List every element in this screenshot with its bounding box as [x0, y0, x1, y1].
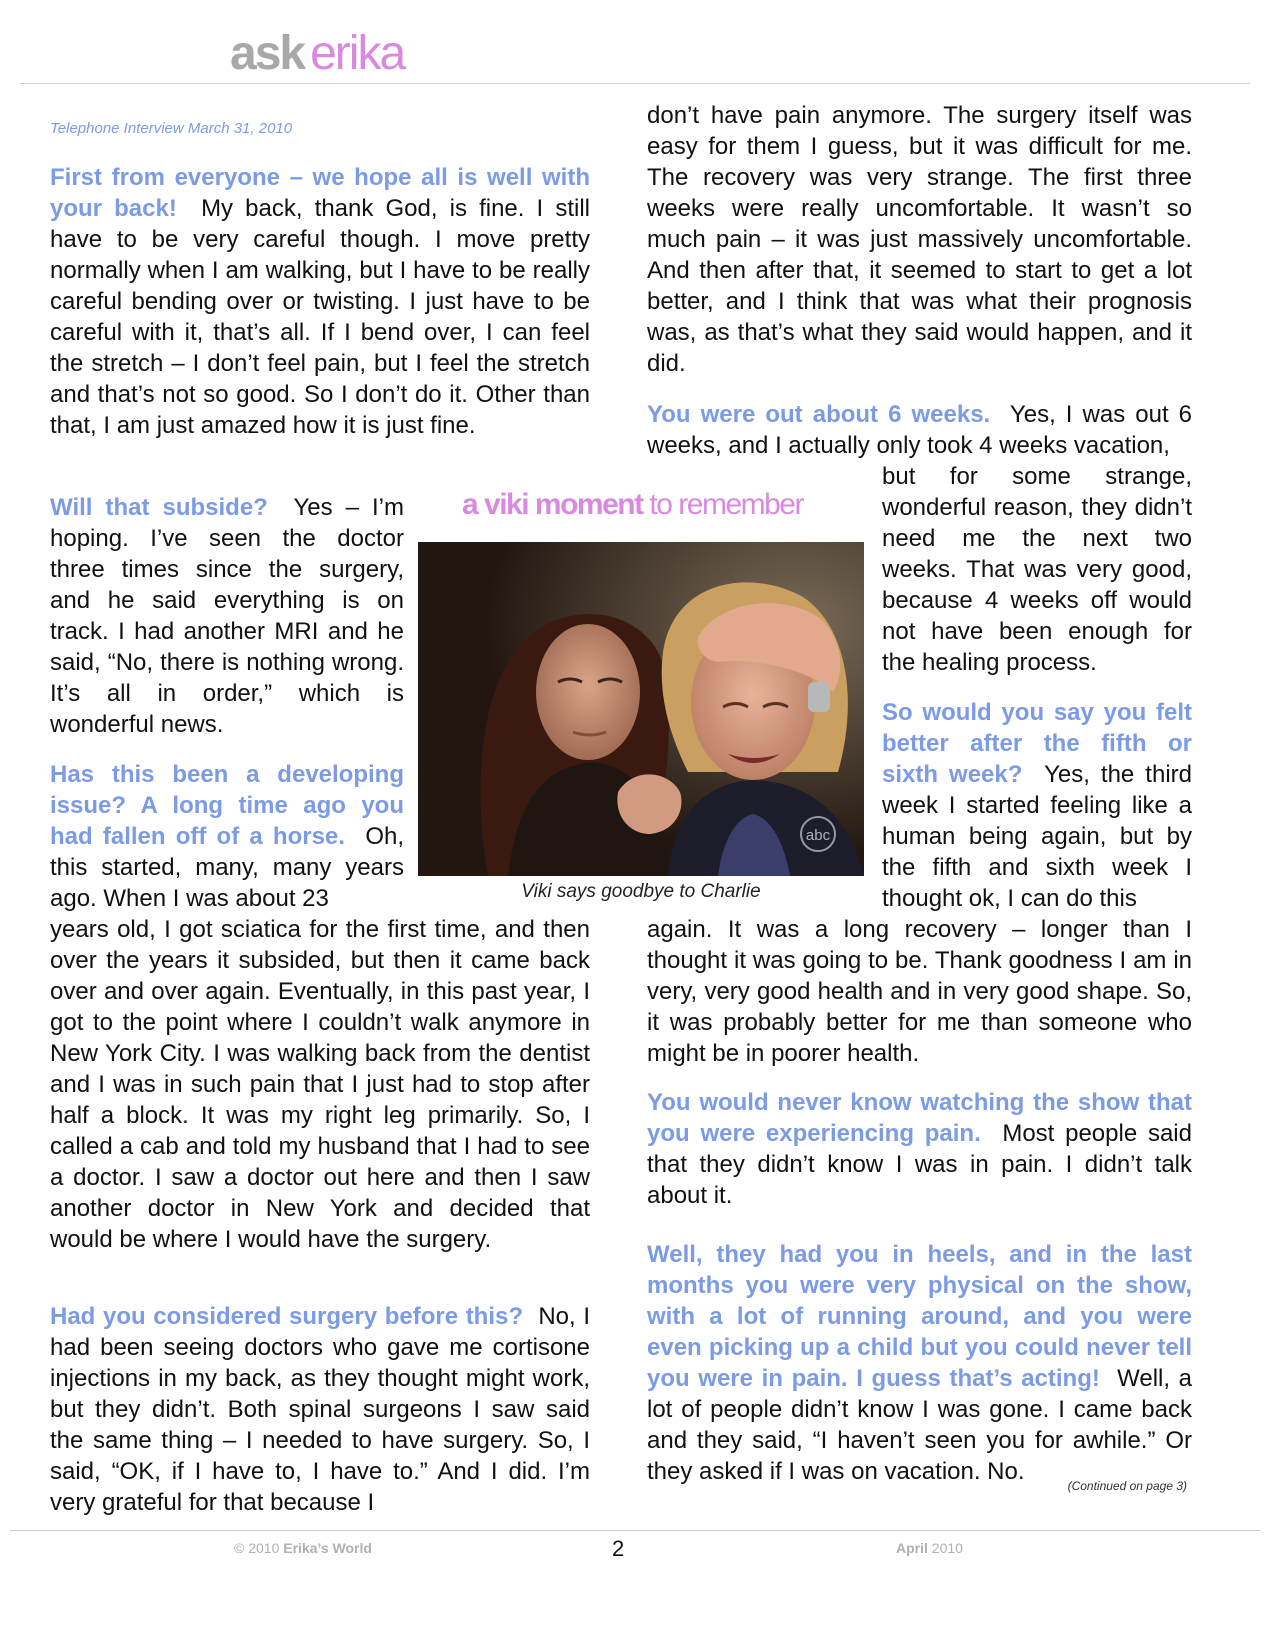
masthead — [230, 27, 405, 80]
question: Will that subside? — [50, 494, 268, 521]
answer: Well, a lot of people didn’t know I was gone. I came back and they said, “I haven’t seen you for awhile.” Or they asked if I was on vacation. No. — [647, 1365, 1192, 1485]
photo-caption: Viki says goodbye to Charlie — [521, 881, 761, 902]
answer: Yes, the third week I started feeling like a human being again, but by the fifth and sixth week I thought ok, I can do this — [882, 761, 1192, 912]
left-paragraph-1 — [50, 162, 590, 441]
question: Had you considered surgery before this? — [50, 1303, 524, 1330]
left-paragraph-3a — [50, 759, 404, 914]
question: Has this been a developing issue? A long time ago you had fallen off of a horse. — [50, 761, 404, 850]
left-paragraph-4 — [50, 1301, 590, 1518]
answer: don’t have pain anymore. The surgery itself was easy for them I guess, but it was difficult for me. The recovery was very strange. The first three weeks were really uncomfortable. It wasn’t so much pain – it was just massively uncomfortable. And then after that, it seemed to start to get a lot better, and I think that was what their prognosis was, as that’s what they said would happen, and it did. — [647, 102, 1192, 377]
left-paragraph-3b — [50, 914, 590, 1255]
right-paragraph-5 — [647, 1239, 1192, 1487]
left-paragraph-2 — [50, 492, 404, 740]
question: Well, they had you in heels, and in the last months you were very physical on the show, with a lot of running around, and you were even picking up a child but you could never tell you were in pain. I guess that’s acting! — [647, 1241, 1192, 1392]
right-paragraph-2a — [647, 399, 1192, 461]
issue-year: 2010 — [931, 1540, 963, 1556]
footer-copyright — [234, 1540, 372, 1556]
abc-watermark: abc — [805, 827, 831, 844]
question: You were out about 6 weeks. — [647, 401, 991, 428]
question: You would never know watching the show that you were experiencing pain. — [647, 1089, 1192, 1147]
answer: Yes, I was out 6 weeks, and I actually only took 4 weeks vacation, — [647, 401, 1193, 459]
question: So would you say you felt better after the fifth or sixth week? — [882, 699, 1192, 788]
interview-date: Telephone Interview March 31, 2010 — [50, 120, 293, 137]
feature-title — [462, 490, 803, 520]
answer: Most people said that they didn’t know I was in pain. I didn’t talk about it. — [647, 1120, 1192, 1209]
answer: Yes – I’m hoping. I’ve seen the doctor three times since the surgery, and he said everything is on track. I had another MRI and he said, “No, there is nothing wrong. It’s all in order,” which is wonderful news. — [50, 494, 405, 738]
feature-title-bold: a viki moment — [462, 488, 643, 521]
continued-note: (Continued on page 3) — [1067, 1479, 1187, 1493]
answer: No, I had been seeing doctors who gave me cortisone injections in my back, as they thought might work, but they didn’t. Both spinal surgeons I saw said the same thing – I needed to have surgery. So, I said, “OK, if I have to, I have to.” And I did. I’m very grateful for that because I — [50, 1303, 591, 1516]
answer: Oh, this started, many, many years ago. When I was about 23 — [50, 823, 404, 912]
answer-continued: years old, I got sciatica for the first time, and then over the years it subsided, but then it came back over and over again. Eventually, in this past year, I got to the point where I couldn’t walk anymore in New York City. I was walking back from the dentist and I was in such pain that I just had to stop after half a block. It was my right leg primarily. So, I called a cab and told my husband that I had to see a doctor. I saw a doctor out here and then I saw another doctor in New York and decided that would be where I would have the surgery. — [50, 916, 590, 1253]
right-paragraph-1 — [647, 100, 1192, 379]
right-paragraph-3b — [647, 914, 1192, 1069]
masthead-ask: ask — [230, 27, 305, 80]
feature-photo — [418, 542, 864, 876]
right-paragraph-2b — [882, 461, 1192, 678]
right-paragraph-3a — [882, 697, 1192, 914]
answer: My back, thank God, is fine. I still have to be very careful though. I move pretty normally when I am walking, but I have to be really careful bending over or twisting. I just have to be careful with it, that’s all. If I bend over, I can feel the stretch – I don’t feel pain, but I feel the stretch and that’s not so good. So I don’t do it. Other than that, I am just amazed how it is just fine. — [50, 195, 590, 439]
copyright-prefix: © 2010 — [234, 1540, 280, 1556]
header-divider — [20, 83, 1250, 84]
feature-title-light: to remember — [649, 488, 803, 521]
issue-month: April — [896, 1540, 928, 1556]
page-number: 2 — [612, 1536, 625, 1561]
footer-issue — [896, 1540, 963, 1556]
answer-continued: again. It was a long recovery – longer than I thought it was going to be. Thank goodness I am in very, very good health and in very good shape. So, it was probably better for me than someone who might be in poorer health. — [647, 916, 1192, 1067]
masthead-erika: erika — [310, 27, 405, 80]
footer-divider — [10, 1530, 1260, 1531]
question: First from everyone – we hope all is well with your back! — [50, 164, 590, 222]
right-paragraph-4 — [647, 1087, 1192, 1211]
answer-continued: but for some strange, wonderful reason, they didn’t need me the next two weeks. That was very good, because 4 weeks off would not have been enough for the healing process. — [882, 463, 1192, 676]
site-name: Erika’s World — [283, 1540, 372, 1556]
